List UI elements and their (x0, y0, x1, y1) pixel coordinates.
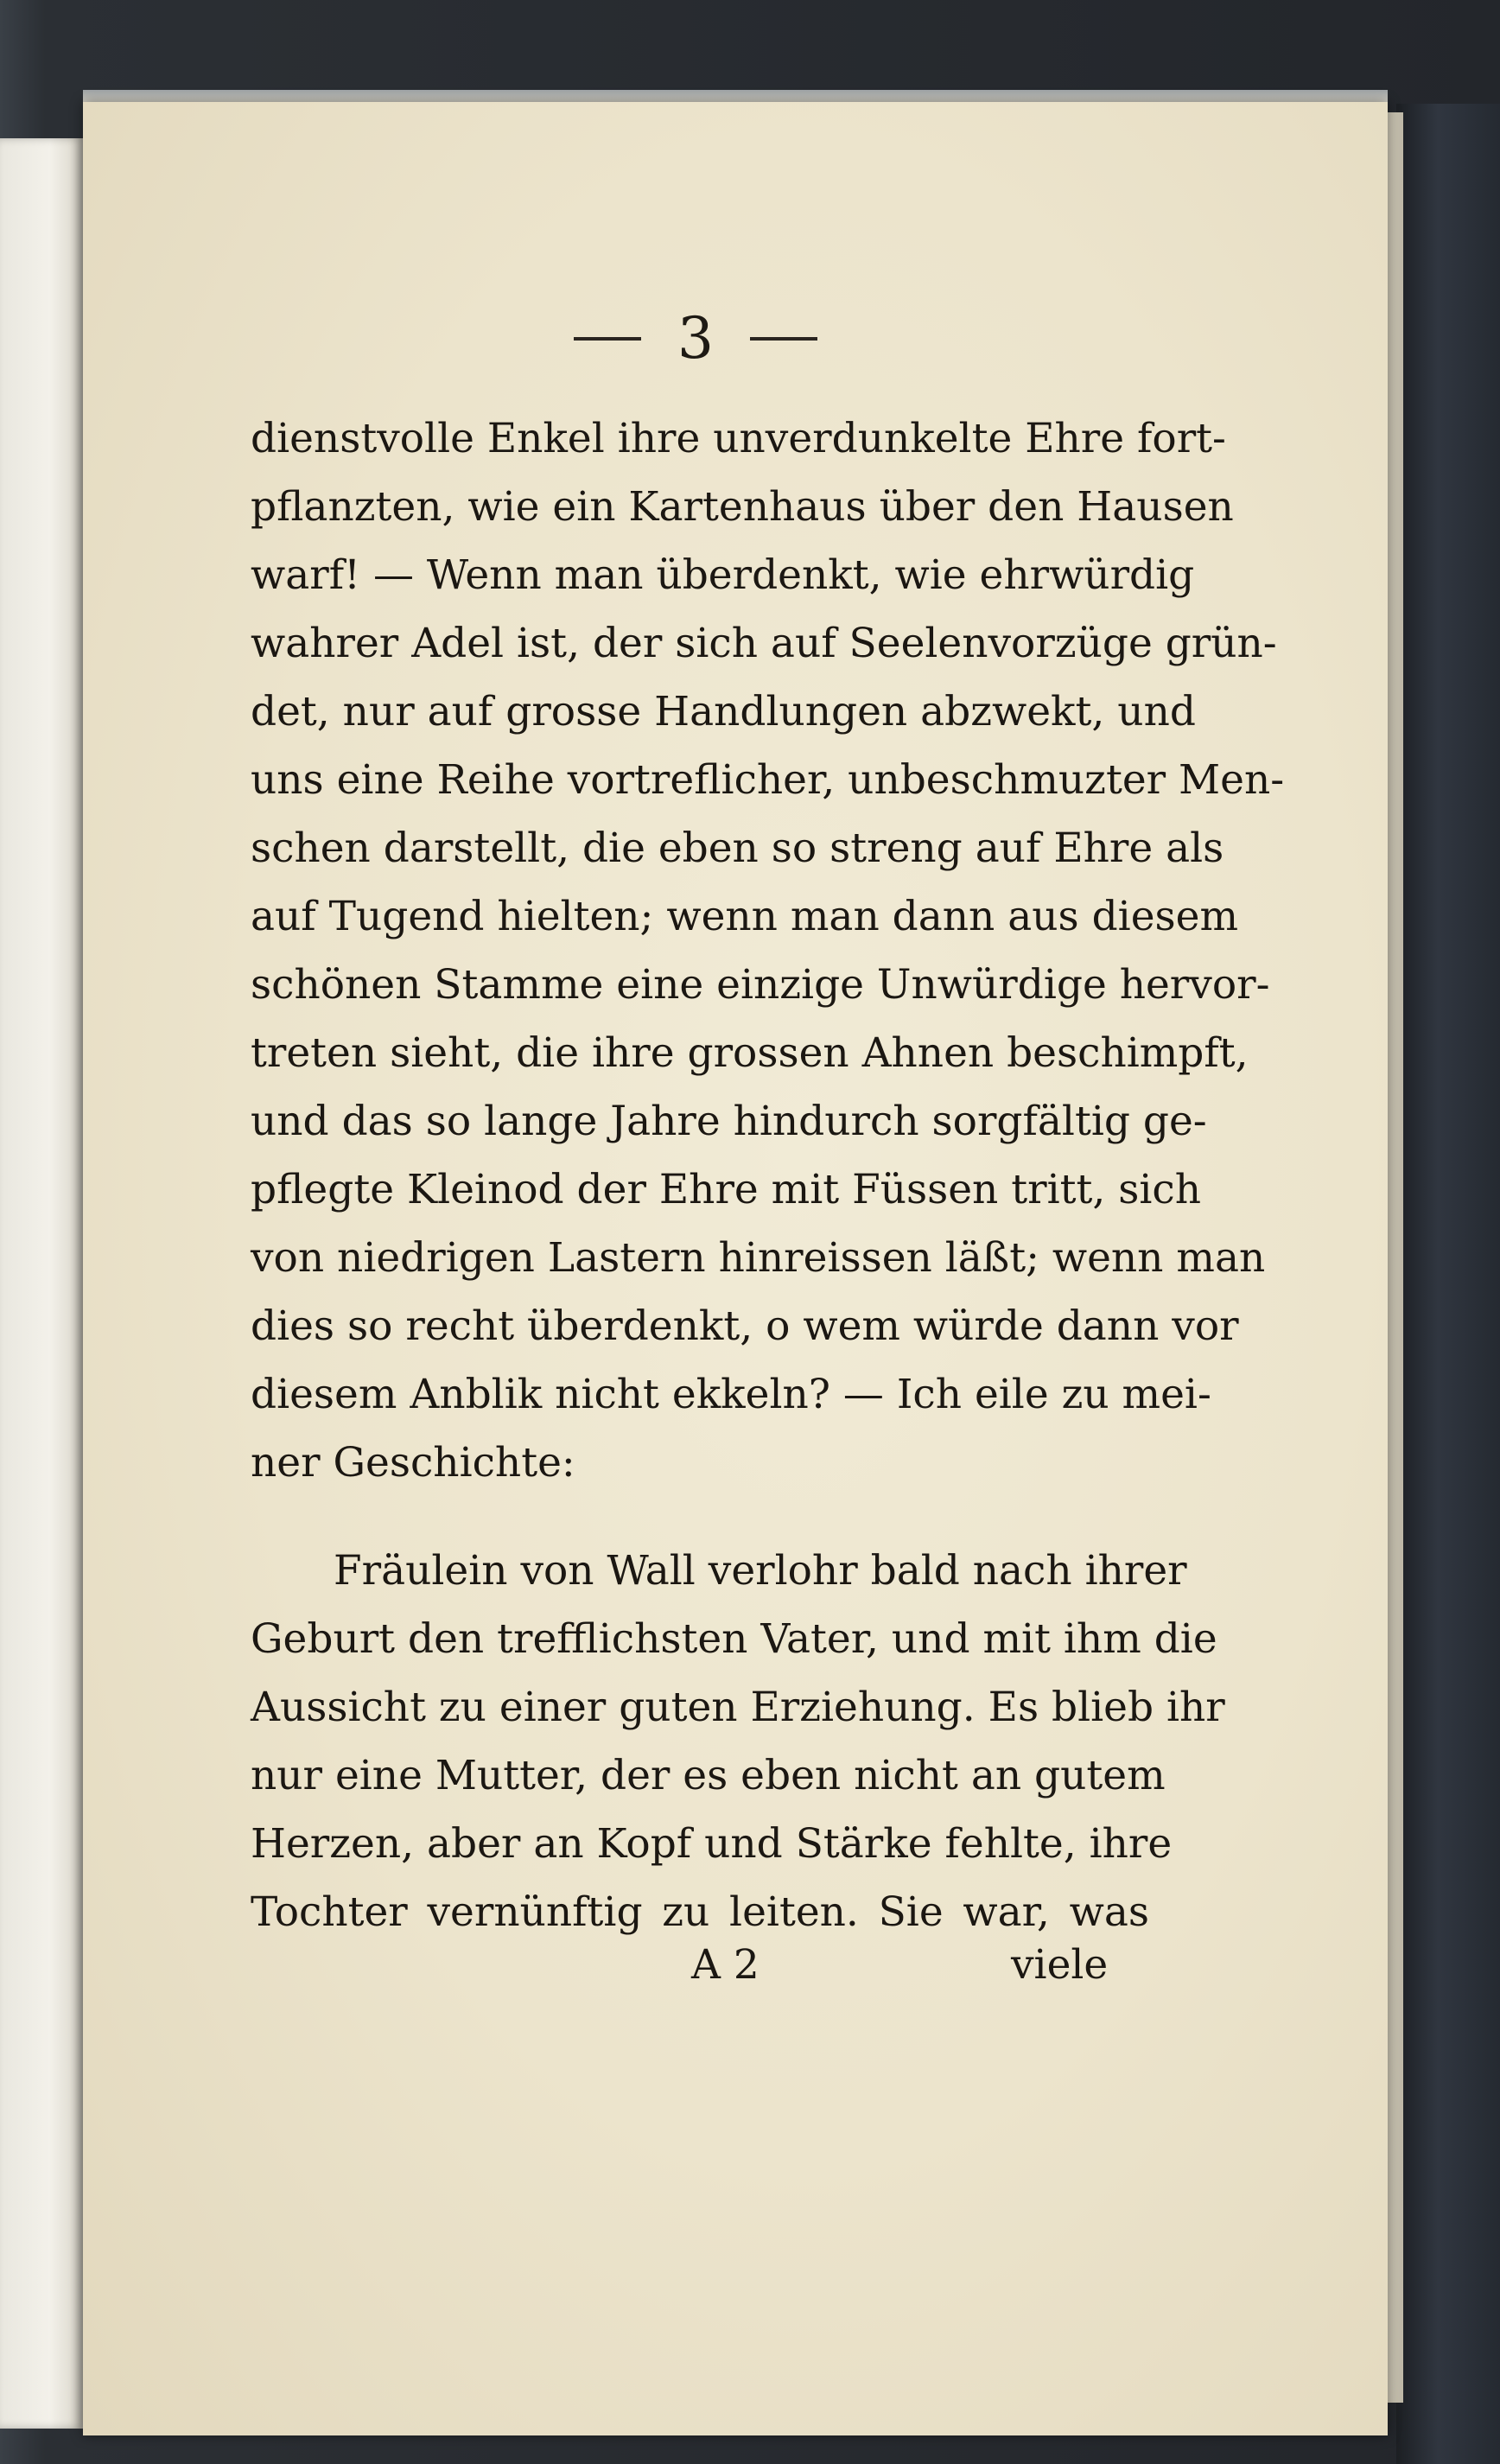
paragraph-2 (251, 1537, 1225, 1946)
text-line: Tochter vernünftig zu leiten. Sie war, was (251, 1888, 1149, 1936)
text-line: Fräulein von Wall verlohr bald nach ihrer (334, 1547, 1187, 1595)
text-line: treten sieht, die ihre grossen Ahnen beschimpft, (251, 1029, 1249, 1077)
text-line: nur eine Mutter, der es eben nicht an gutem (251, 1752, 1166, 1799)
text-line: Aussicht zu einer guten Erziehung. Es blieb ihr (251, 1684, 1225, 1731)
text-line: ner Geschichte: (251, 1439, 575, 1487)
text-line: warf! — Wenn man überdenkt, wie ehrwürdig (251, 551, 1195, 599)
text-line: diesem Anblik nicht ekkeln? — Ich eile zu mei- (251, 1371, 1211, 1418)
page-number: 3 (677, 305, 714, 372)
text-line: dienstvolle Enkel ihre unverdunkelte Ehre fort- (251, 415, 1226, 462)
printer-signature: A 2 (691, 1941, 760, 1989)
previous-page-edge (0, 138, 83, 2429)
text-line: wahrer Adel ist, der sich auf Seelenvorzüge grün- (251, 620, 1277, 667)
text-line: von niedrigen Lastern hinreissen läßt; wenn man (251, 1234, 1266, 1282)
text-line: det, nur auf grosse Handlungen abzwekt, und (251, 688, 1196, 735)
text-line: schönen Stamme eine einzige Unwürdige hervor- (251, 961, 1270, 1009)
paragraph-1 (251, 404, 1285, 1497)
text-line: Geburt den trefflichsten Vater, und mit ihm die (251, 1615, 1217, 1663)
book-cover-edge (1396, 104, 1500, 2464)
text-line: dies so recht überdenkt, o wem würde dann vor (251, 1302, 1239, 1350)
text-line: uns eine Reihe vortreflicher, unbeschmuzter Men- (251, 756, 1285, 804)
catchword: viele (1011, 1941, 1109, 1989)
header-dash-left (574, 337, 641, 341)
text-line: und das so lange Jahre hindurch sorgfältig ge- (251, 1098, 1207, 1145)
page-header (553, 304, 838, 373)
text-line: pflegte Kleinod der Ehre mit Füssen tritt, sich (251, 1166, 1202, 1213)
text-line: Herzen, aber an Kopf und Stärke fehlte, ihre (251, 1820, 1173, 1868)
header-dash-right (750, 337, 817, 341)
text-line: auf Tugend hielten; wenn man dann aus diesem (251, 893, 1239, 940)
text-line: pflanzten, wie ein Kartenhaus über den Hausen (251, 483, 1234, 531)
text-line: schen darstellt, die eben so streng auf Ehre als (251, 825, 1224, 872)
